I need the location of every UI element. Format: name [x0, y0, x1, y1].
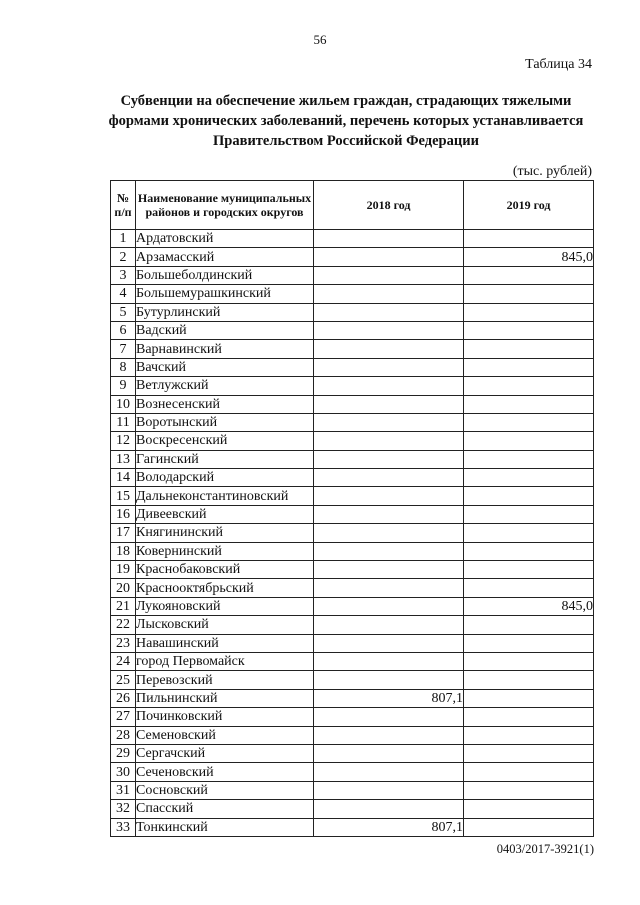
table-row: [111, 505, 594, 523]
district-name: Краснобаковский: [136, 561, 314, 579]
value-2019: [464, 266, 594, 284]
value-2019: [464, 763, 594, 781]
district-name: Сосновский: [136, 781, 314, 799]
value-2018: [314, 597, 464, 615]
value-2019: [464, 652, 594, 670]
value-2018: 807,1: [314, 818, 464, 836]
row-number: 30: [111, 763, 136, 781]
value-2019: [464, 432, 594, 450]
value-2019: [464, 303, 594, 321]
value-2018: [314, 505, 464, 523]
value-2019: [464, 781, 594, 799]
table-row: [111, 542, 594, 560]
value-2019: [464, 285, 594, 303]
row-number: 19: [111, 561, 136, 579]
value-2018: [314, 652, 464, 670]
value-2018: [314, 469, 464, 487]
district-name: Арзамасский: [136, 248, 314, 266]
header-year-2018: 2018 год: [314, 181, 464, 230]
district-name: Вачский: [136, 358, 314, 376]
value-2018: [314, 708, 464, 726]
row-number: 7: [111, 340, 136, 358]
row-number: 32: [111, 800, 136, 818]
table-row: [111, 616, 594, 634]
district-name: Починковский: [136, 708, 314, 726]
district-name: город Первомайск: [136, 652, 314, 670]
district-name: Княгининский: [136, 524, 314, 542]
district-name: Володарский: [136, 469, 314, 487]
value-2018: [314, 671, 464, 689]
district-name: Воротынский: [136, 413, 314, 431]
table-row: [111, 230, 594, 248]
value-2018: [314, 781, 464, 799]
row-number: 31: [111, 781, 136, 799]
table-row: [111, 561, 594, 579]
district-name: Краснооктябрьский: [136, 579, 314, 597]
value-2019: [464, 395, 594, 413]
value-2018: [314, 634, 464, 652]
value-2018: [314, 303, 464, 321]
value-2019: [464, 708, 594, 726]
value-2018: 807,1: [314, 689, 464, 707]
table-row: [111, 432, 594, 450]
value-2018: [314, 763, 464, 781]
value-2019: [464, 542, 594, 560]
value-2018: [314, 266, 464, 284]
row-number: 13: [111, 450, 136, 468]
value-2019: 845,0: [464, 597, 594, 615]
row-number: 10: [111, 395, 136, 413]
value-2018: [314, 524, 464, 542]
table-row: [111, 303, 594, 321]
value-2018: [314, 230, 464, 248]
value-2019: [464, 321, 594, 339]
value-2018: [314, 340, 464, 358]
row-number: 3: [111, 266, 136, 284]
value-2019: 845,0: [464, 248, 594, 266]
row-number: 2: [111, 248, 136, 266]
value-2018: [314, 616, 464, 634]
table-row: [111, 744, 594, 762]
row-number: 20: [111, 579, 136, 597]
value-2018: [314, 248, 464, 266]
row-number: 1: [111, 230, 136, 248]
district-name: Варнавинский: [136, 340, 314, 358]
header-number: № п/п: [111, 181, 136, 230]
row-number: 4: [111, 285, 136, 303]
table-row: [111, 763, 594, 781]
district-name: Лукояновский: [136, 597, 314, 615]
district-name: Дальнеконстантиновский: [136, 487, 314, 505]
table-row: [111, 248, 594, 266]
value-2018: [314, 726, 464, 744]
table-row: [111, 487, 594, 505]
row-number: 25: [111, 671, 136, 689]
district-name: Бутурлинский: [136, 303, 314, 321]
table-row: [111, 469, 594, 487]
row-number: 29: [111, 744, 136, 762]
value-2018: [314, 487, 464, 505]
table-row: [111, 377, 594, 395]
table-row: [111, 781, 594, 799]
row-number: 23: [111, 634, 136, 652]
value-2018: [314, 579, 464, 597]
value-2018: [314, 561, 464, 579]
district-name: Навашинский: [136, 634, 314, 652]
district-name: Гагинский: [136, 450, 314, 468]
value-2018: [314, 744, 464, 762]
row-number: 33: [111, 818, 136, 836]
value-2019: [464, 726, 594, 744]
row-number: 26: [111, 689, 136, 707]
district-name: Тонкинский: [136, 818, 314, 836]
table-row: [111, 671, 594, 689]
value-2019: [464, 469, 594, 487]
value-2019: [464, 358, 594, 376]
value-2018: [314, 800, 464, 818]
district-name: Сеченовский: [136, 763, 314, 781]
row-number: 9: [111, 377, 136, 395]
value-2019: [464, 450, 594, 468]
row-number: 11: [111, 413, 136, 431]
row-number: 28: [111, 726, 136, 744]
table-row: [111, 800, 594, 818]
district-name: Ардатовский: [136, 230, 314, 248]
value-2019: [464, 818, 594, 836]
table-row: [111, 358, 594, 376]
district-name: Дивеевский: [136, 505, 314, 523]
table-row: [111, 726, 594, 744]
document-code: 0403/2017-3921(1): [496, 842, 594, 856]
table-row: [111, 579, 594, 597]
value-2019: [464, 487, 594, 505]
row-number: 12: [111, 432, 136, 450]
value-2019: [464, 616, 594, 634]
value-2018: [314, 395, 464, 413]
row-number: 5: [111, 303, 136, 321]
value-2019: [464, 413, 594, 431]
district-name: Семеновский: [136, 726, 314, 744]
table-row: [111, 266, 594, 284]
value-2019: [464, 634, 594, 652]
district-name: Вадский: [136, 321, 314, 339]
table-row: [111, 450, 594, 468]
units-label: (тыс. рублей): [512, 164, 592, 179]
row-number: 17: [111, 524, 136, 542]
district-name: Лысковский: [136, 616, 314, 634]
row-number: 6: [111, 321, 136, 339]
table-row: [111, 634, 594, 652]
table-row: [111, 818, 594, 836]
document-title: Субвенции на обеспечение жильем граждан, страдающих тяжелыми формами хронических заболеваний, перечень которых устанавливается Правительством Российской Федерации: [108, 93, 584, 149]
value-2019: [464, 689, 594, 707]
row-number: 14: [111, 469, 136, 487]
table-row: [111, 689, 594, 707]
table-row: [111, 524, 594, 542]
row-number: 8: [111, 358, 136, 376]
table-label: Таблица 34: [525, 57, 592, 72]
table-row: [111, 395, 594, 413]
header-year-2019: 2019 год: [464, 181, 594, 230]
district-name: Ковернинский: [136, 542, 314, 560]
value-2019: [464, 744, 594, 762]
row-number: 22: [111, 616, 136, 634]
table-row: [111, 340, 594, 358]
value-2018: [314, 377, 464, 395]
value-2018: [314, 285, 464, 303]
table-row: [111, 285, 594, 303]
value-2019: [464, 800, 594, 818]
table-row: [111, 321, 594, 339]
value-2019: [464, 230, 594, 248]
value-2018: [314, 321, 464, 339]
district-name: Ветлужский: [136, 377, 314, 395]
value-2018: [314, 358, 464, 376]
value-2019: [464, 340, 594, 358]
district-name: Спасский: [136, 800, 314, 818]
table-row: [111, 413, 594, 431]
value-2018: [314, 432, 464, 450]
district-name: Перевозский: [136, 671, 314, 689]
table-row: [111, 708, 594, 726]
district-name: Большеболдинский: [136, 266, 314, 284]
row-number: 27: [111, 708, 136, 726]
value-2019: [464, 671, 594, 689]
table-row: [111, 652, 594, 670]
value-2018: [314, 450, 464, 468]
value-2019: [464, 579, 594, 597]
value-2019: [464, 561, 594, 579]
row-number: 16: [111, 505, 136, 523]
value-2019: [464, 524, 594, 542]
subventions-table: [110, 180, 594, 837]
district-name: Сергачский: [136, 744, 314, 762]
value-2018: [314, 413, 464, 431]
district-name: Пильнинский: [136, 689, 314, 707]
row-number: 15: [111, 487, 136, 505]
row-number: 24: [111, 652, 136, 670]
row-number: 21: [111, 597, 136, 615]
district-name: Воскресенский: [136, 432, 314, 450]
value-2019: [464, 377, 594, 395]
table-header-row: [111, 181, 594, 230]
district-name: Вознесенский: [136, 395, 314, 413]
district-name: Большемурашкинский: [136, 285, 314, 303]
table-row: [111, 597, 594, 615]
value-2019: [464, 505, 594, 523]
value-2018: [314, 542, 464, 560]
header-district-name: Наименование муниципальных районов и городских округов: [136, 181, 314, 230]
row-number: 18: [111, 542, 136, 560]
page-number: 56: [313, 32, 327, 47]
